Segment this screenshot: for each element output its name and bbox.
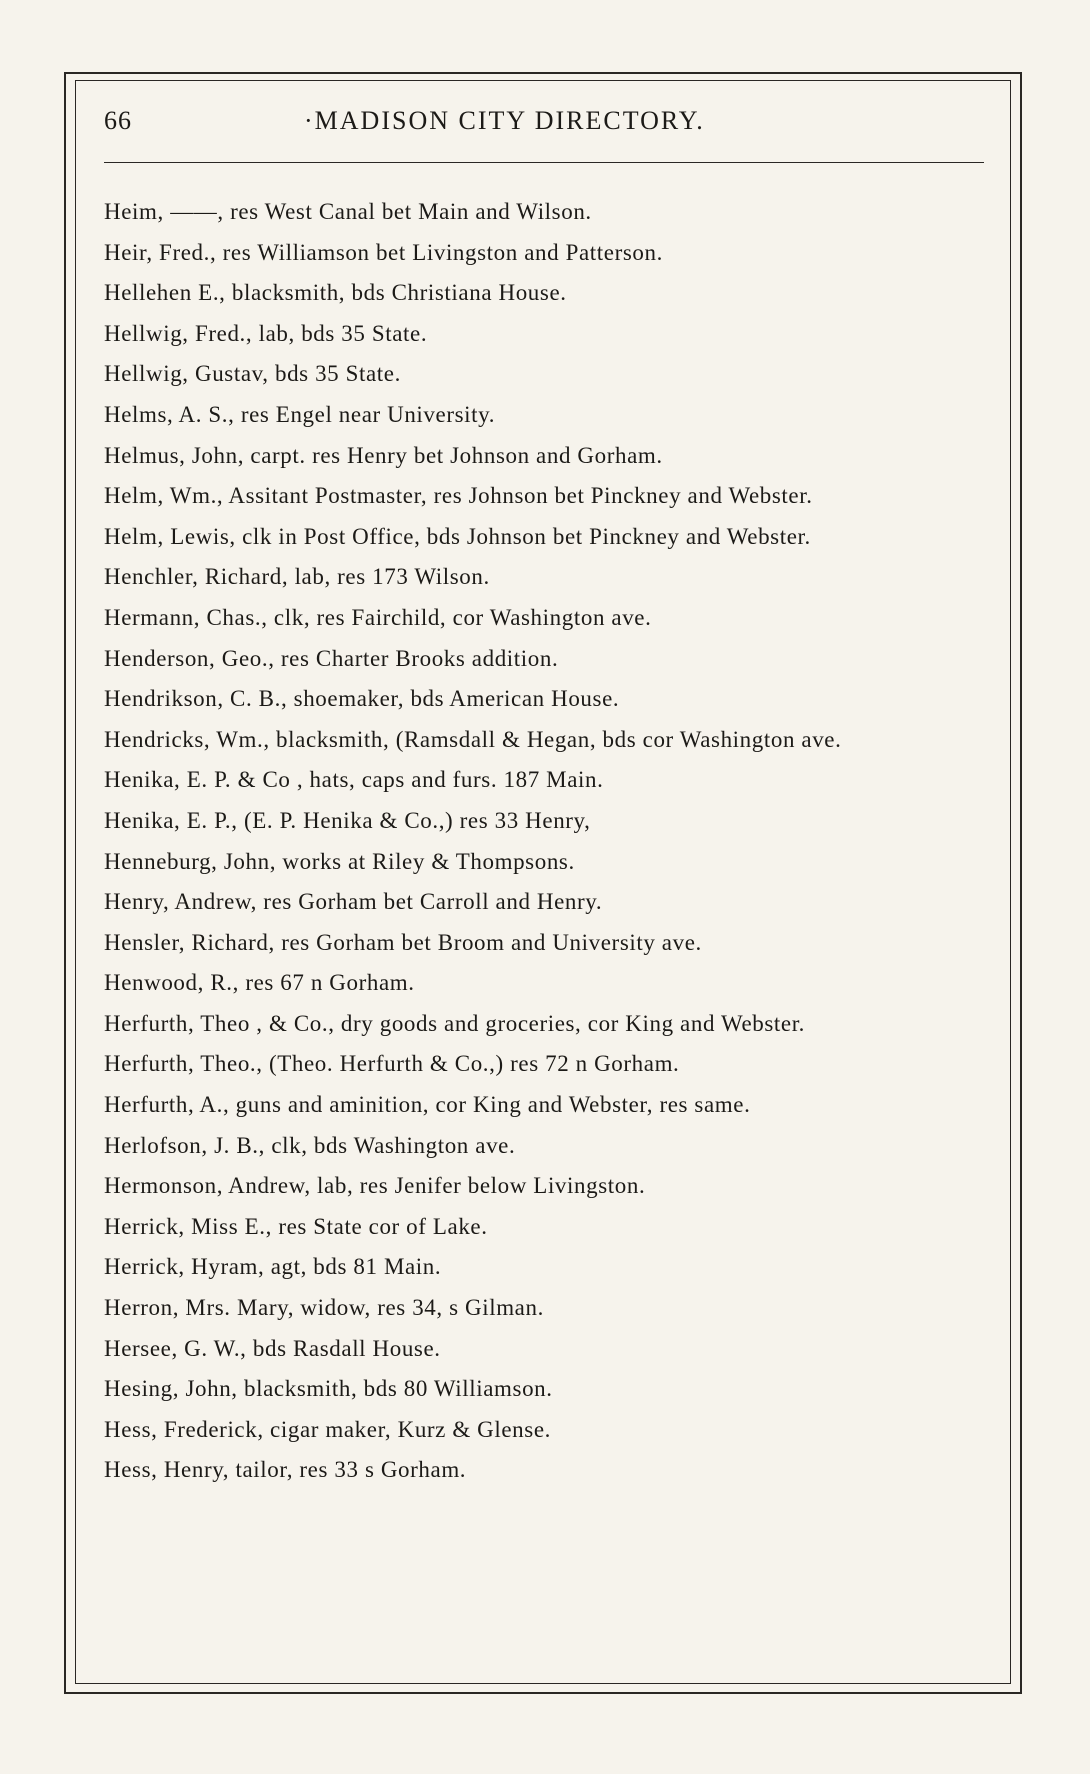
directory-entry: Hellwig, Gustav, bds 35 State. <box>104 361 401 387</box>
directory-entry: Hess, Frederick, cigar maker, Kurz & Glense. <box>104 1416 551 1442</box>
directory-entry: Henwood, R., res 67 n Gorham. <box>104 970 415 996</box>
directory-entry: Herrick, Miss E., res State cor of Lake. <box>104 1213 488 1239</box>
directory-entry: Hess, Henry, tailor, res 33 s Gorham. <box>104 1457 467 1483</box>
directory-entry: Henderson, Geo., res Charter Brooks addition. <box>104 645 559 671</box>
directory-entry: Herfurth, A., guns and aminition, cor King and Webster, res same. <box>104 1092 751 1118</box>
directory-entry: Hendricks, Wm., blacksmith, (Ramsdall & Hegan, bds cor Washington ave. <box>104 726 842 752</box>
directory-entry: Hellehen E., blacksmith, bds Christiana House. <box>104 280 567 306</box>
page-header <box>104 106 984 142</box>
directory-entry: Heir, Fred., res Williamson bet Livingston and Patterson. <box>104 239 663 265</box>
directory-entry: Henika, E. P., (E. P. Henika & Co.,) res 33 Henry, <box>104 807 591 833</box>
directory-entry: Helms, A. S., res Engel near University. <box>104 401 496 427</box>
header-rule <box>104 162 984 163</box>
directory-entries <box>104 192 988 1491</box>
directory-entry: Hesing, John, blacksmith, bds 80 Williamson. <box>104 1376 553 1402</box>
directory-entry: Hermann, Chas., clk, res Fairchild, cor Washington ave. <box>104 604 652 630</box>
page-number: 66 <box>104 106 132 135</box>
directory-entry: Henneburg, John, works at Riley & Thompsons. <box>104 848 575 874</box>
directory-entry: Henika, E. P. & Co , hats, caps and furs. 187 Main. <box>104 767 604 793</box>
directory-entry: Hermonson, Andrew, lab, res Jenifer below Livingston. <box>104 1173 646 1199</box>
directory-entry: Henchler, Richard, lab, res 173 Wilson. <box>104 564 490 590</box>
directory-entry: Herron, Mrs. Mary, widow, res 34, s Gilman. <box>104 1295 544 1321</box>
directory-entry: Hendrikson, C. B., shoemaker, bds American House. <box>104 686 620 712</box>
directory-entry: Herrick, Hyram, agt, bds 81 Main. <box>104 1254 442 1280</box>
directory-entry: Herlofson, J. B., clk, bds Washington ave. <box>104 1132 516 1158</box>
directory-entry: Hensler, Richard, res Gorham bet Broom and University ave. <box>104 929 702 955</box>
directory-entry: Helm, Wm., Assitant Postmaster, res Johnson bet Pinckney and Webster. <box>104 483 813 509</box>
directory-entry: Henry, Andrew, res Gorham bet Carroll and Henry. <box>104 889 603 915</box>
directory-entry: Helmus, John, carpt. res Henry bet Johnson and Gorham. <box>104 442 663 468</box>
running-head: ·MADISON CITY DIRECTORY. <box>304 106 705 135</box>
directory-entry: Hellwig, Fred., lab, bds 35 State. <box>104 320 428 346</box>
directory-entry: Herfurth, Theo., (Theo. Herfurth & Co.,) res 72 n Gorham. <box>104 1051 680 1077</box>
directory-entry: Helm, Lewis, clk in Post Office, bds Johnson bet Pinckney and Webster. <box>104 523 811 549</box>
directory-entry: Herfurth, Theo , & Co., dry goods and groceries, cor King and Webster. <box>104 1010 806 1036</box>
directory-entry: Heim, ——, res West Canal bet Main and Wilson. <box>104 199 592 224</box>
directory-entry: Hersee, G. W., bds Rasdall House. <box>104 1335 441 1361</box>
